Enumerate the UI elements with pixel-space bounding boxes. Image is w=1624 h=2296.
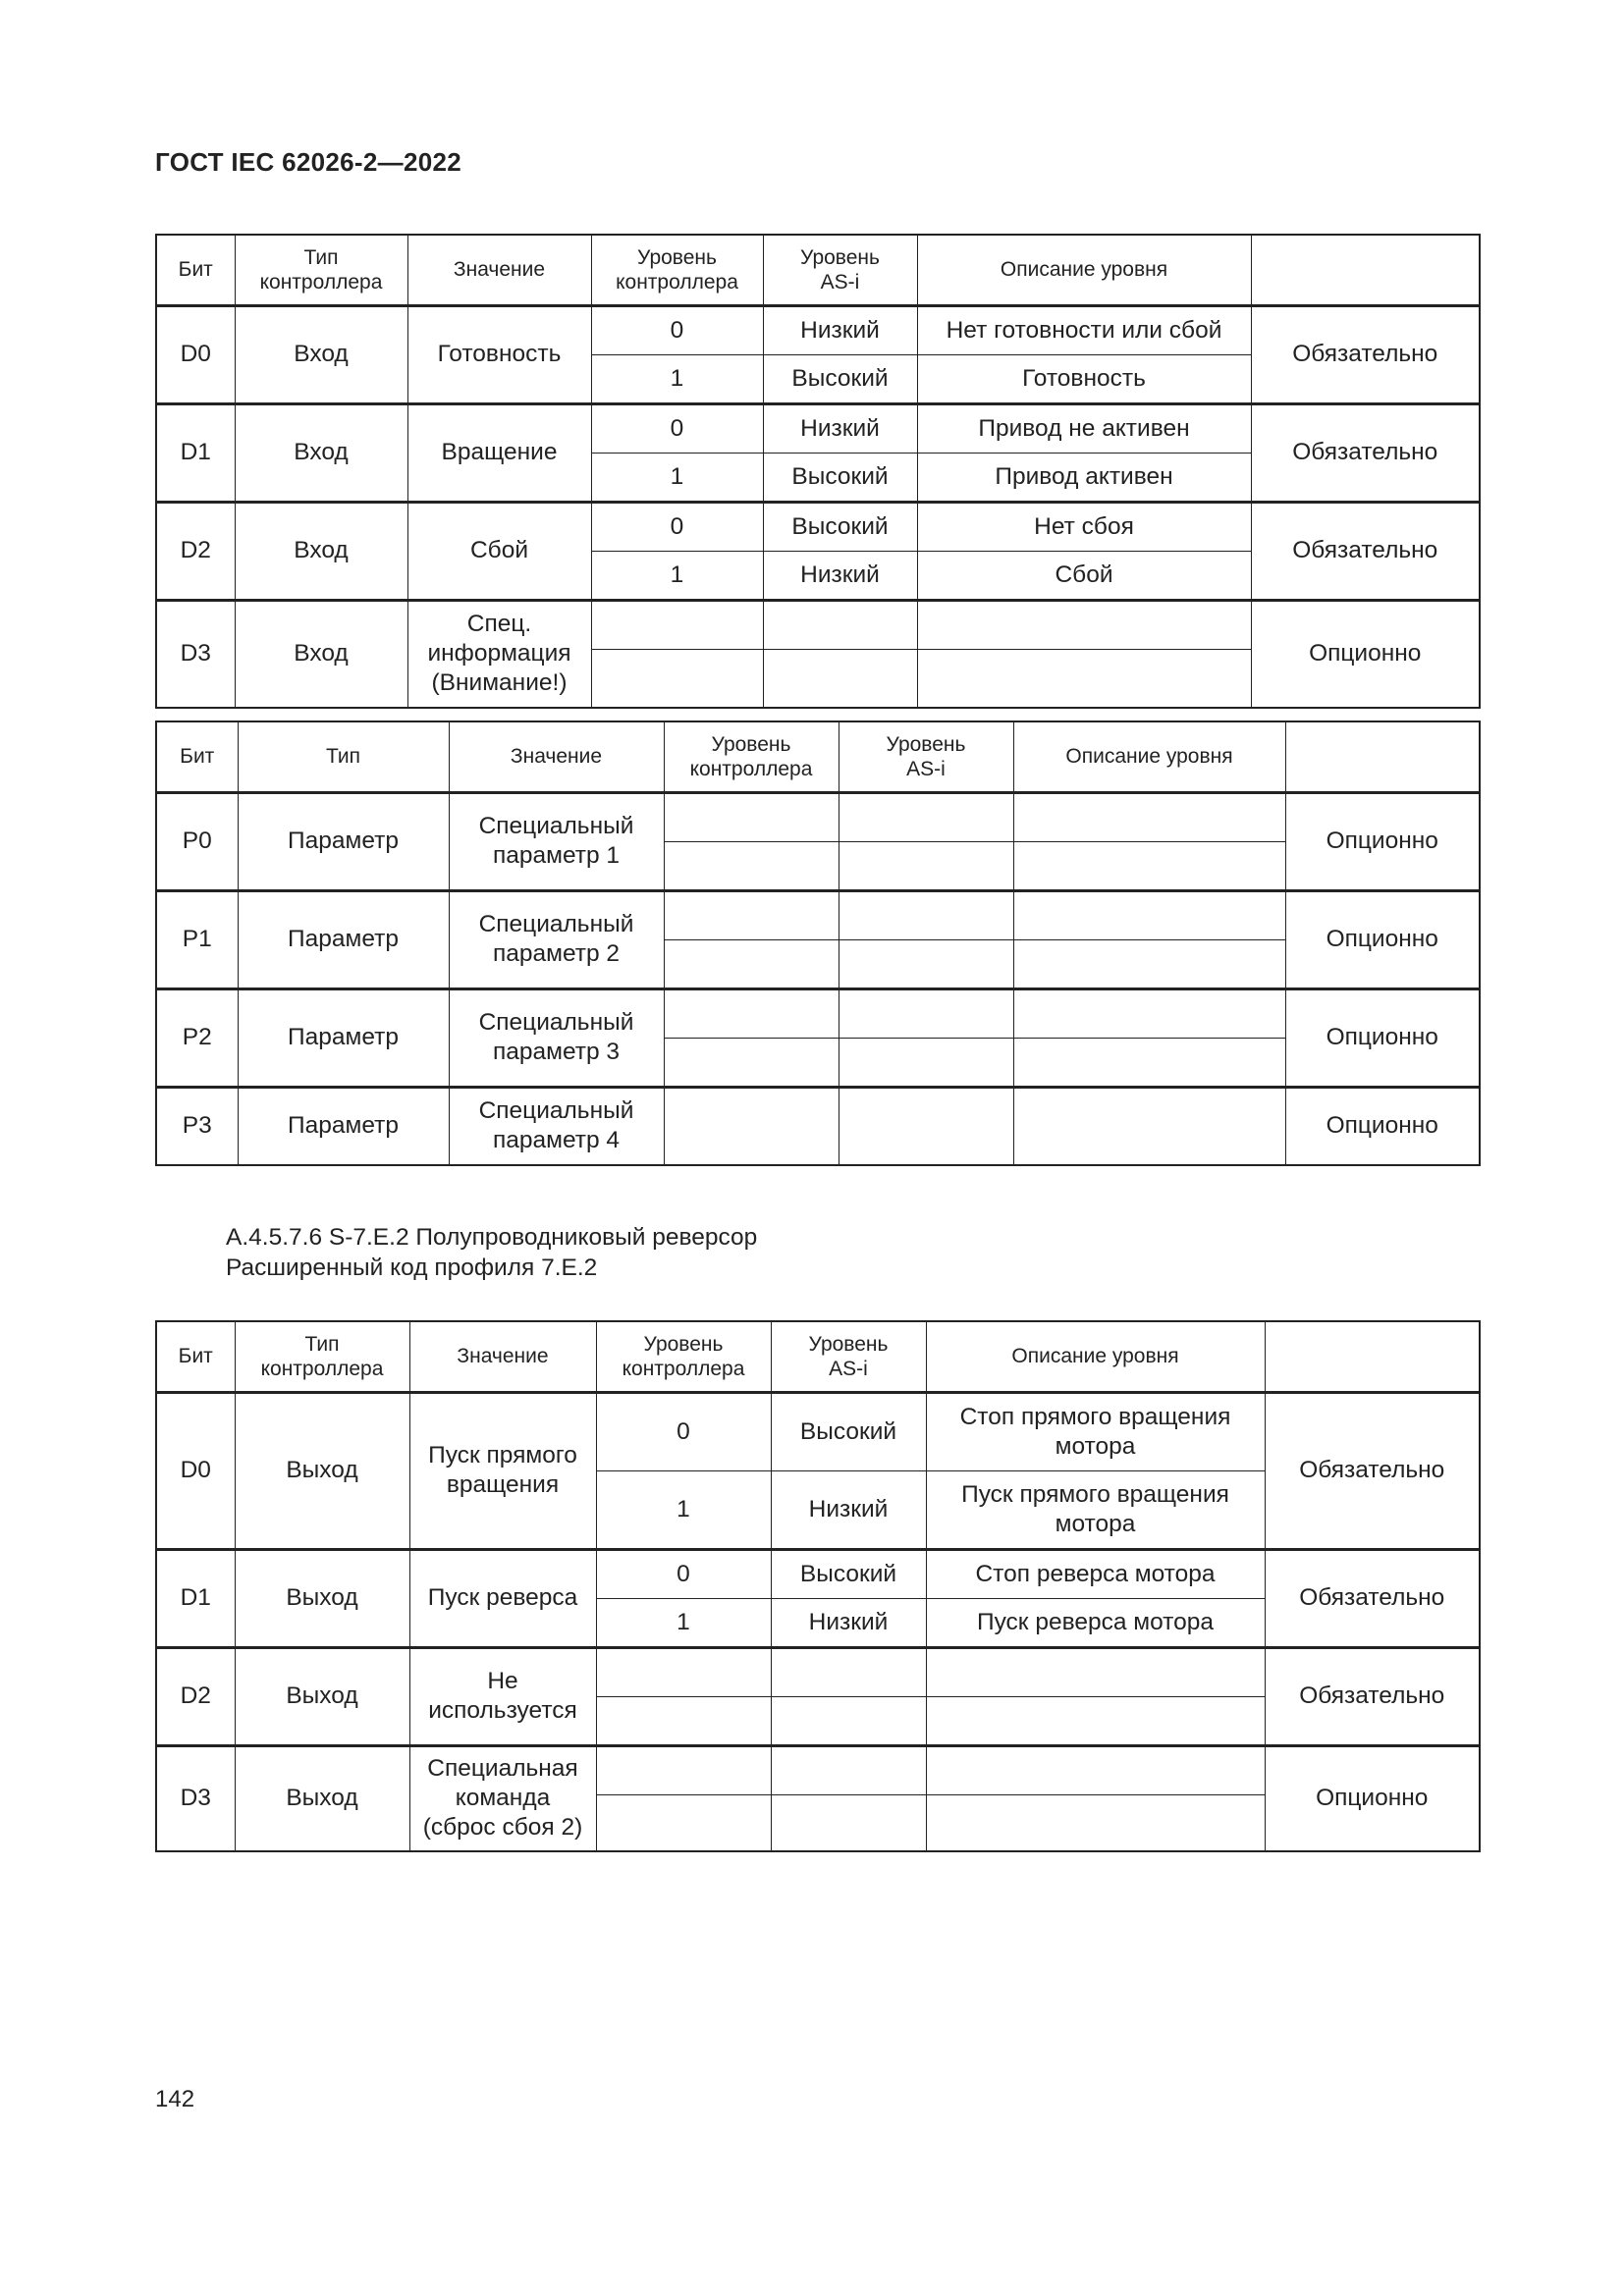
cell-type: Параметр <box>238 1087 449 1165</box>
cell-controller-level <box>664 939 839 988</box>
cell-controller-level: 0 <box>591 305 763 354</box>
cell-type: Выход <box>235 1392 409 1549</box>
header-level-description: Описание уровня <box>917 235 1251 305</box>
cell-type: Выход <box>235 1745 409 1851</box>
profile-code: Расширенный код профиля 7.E.2 <box>226 1255 598 1281</box>
cell-asi-level: Низкий <box>771 1598 926 1647</box>
cell-bit: P3 <box>156 1087 238 1165</box>
cell-asi-level: Низкий <box>763 403 917 453</box>
cell-meaning: Пуск прямого вращения <box>409 1392 596 1549</box>
cell-bit: D2 <box>156 502 235 600</box>
cell-bit: D1 <box>156 403 235 502</box>
header-controller-level: Уровень контроллера <box>596 1321 771 1392</box>
cell-asi-level <box>839 792 1013 841</box>
header-level-description: Описание уровня <box>1013 721 1285 792</box>
cell-meaning: Спец. информация (Внимание!) <box>407 600 591 708</box>
page-number: 142 <box>155 2086 195 2112</box>
cell-asi-level <box>763 649 917 708</box>
cell-status: Обязательно <box>1265 1392 1480 1549</box>
cell-level-description <box>917 600 1251 649</box>
header-controller-level: Уровень контроллера <box>664 721 839 792</box>
cell-meaning: Специальный параметр 3 <box>449 988 664 1087</box>
cell-type: Вход <box>235 502 407 600</box>
cell-bit: D2 <box>156 1647 235 1745</box>
cell-status: Опционно <box>1285 792 1480 890</box>
header-bit: Бит <box>156 235 235 305</box>
cell-type: Вход <box>235 403 407 502</box>
table-reverser-bits <box>155 1320 1481 1852</box>
cell-controller-level: 1 <box>596 1470 771 1549</box>
cell-type: Параметр <box>238 988 449 1087</box>
cell-controller-level <box>591 649 763 708</box>
cell-controller-level: 1 <box>591 551 763 600</box>
header-status <box>1251 235 1480 305</box>
header-bit: Бит <box>156 1321 235 1392</box>
cell-asi-level <box>771 1794 926 1851</box>
cell-controller-level <box>664 1087 839 1165</box>
cell-level-description <box>926 1647 1265 1696</box>
cell-asi-level: Низкий <box>763 551 917 600</box>
cell-bit: P1 <box>156 890 238 988</box>
cell-meaning: Готовность <box>407 305 591 403</box>
header-type: Тип <box>238 721 449 792</box>
table-row <box>156 403 1480 453</box>
cell-controller-level <box>664 1038 839 1087</box>
cell-status: Обязательно <box>1265 1549 1480 1647</box>
header-status <box>1265 1321 1480 1392</box>
cell-bit: D3 <box>156 1745 235 1851</box>
cell-controller-level: 0 <box>596 1392 771 1470</box>
table-row <box>156 890 1480 939</box>
header-asi-level: Уровень AS-i <box>771 1321 926 1392</box>
cell-controller-level: 0 <box>596 1549 771 1598</box>
cell-asi-level: Высокий <box>771 1549 926 1598</box>
cell-controller-level <box>596 1745 771 1794</box>
cell-controller-level <box>664 988 839 1038</box>
cell-asi-level <box>771 1647 926 1696</box>
cell-status: Опционно <box>1285 988 1480 1087</box>
document-title: ГОСТ IEC 62026-2—2022 <box>155 147 461 177</box>
cell-level-description <box>1013 1038 1285 1087</box>
cell-asi-level <box>839 1038 1013 1087</box>
header-meaning: Значение <box>407 235 591 305</box>
cell-asi-level <box>839 939 1013 988</box>
cell-level-description <box>1013 792 1285 841</box>
cell-status: Обязательно <box>1265 1647 1480 1745</box>
cell-level-description <box>1013 939 1285 988</box>
cell-type: Вход <box>235 305 407 403</box>
cell-controller-level: 1 <box>596 1598 771 1647</box>
header-bit: Бит <box>156 721 238 792</box>
header-asi-level: Уровень AS-i <box>839 721 1013 792</box>
cell-status: Обязательно <box>1251 403 1480 502</box>
header-status <box>1285 721 1480 792</box>
cell-controller-level: 0 <box>591 403 763 453</box>
cell-meaning: Специальный параметр 1 <box>449 792 664 890</box>
cell-meaning: Специальная команда (сброс сбоя 2) <box>409 1745 596 1851</box>
cell-asi-level: Высокий <box>763 502 917 551</box>
cell-level-description <box>1013 841 1285 890</box>
cell-meaning: Специальный параметр 4 <box>449 1087 664 1165</box>
table-row <box>156 1745 1480 1794</box>
cell-controller-level <box>596 1794 771 1851</box>
cell-meaning: Вращение <box>407 403 591 502</box>
table-row <box>156 1087 1480 1165</box>
cell-asi-level <box>839 1087 1013 1165</box>
cell-level-description <box>1013 988 1285 1038</box>
cell-meaning: Специальный параметр 2 <box>449 890 664 988</box>
cell-level-description <box>1013 890 1285 939</box>
cell-asi-level <box>763 600 917 649</box>
cell-level-description: Нет готовности или сбой <box>917 305 1251 354</box>
header-type: Тип контроллера <box>235 235 407 305</box>
header-type: Тип контроллера <box>235 1321 409 1392</box>
cell-status: Опционно <box>1285 890 1480 988</box>
cell-level-description: Стоп реверса мотора <box>926 1549 1265 1598</box>
cell-meaning: Сбой <box>407 502 591 600</box>
cell-level-description: Нет сбоя <box>917 502 1251 551</box>
cell-meaning: Пуск реверса <box>409 1549 596 1647</box>
cell-status: Опционно <box>1251 600 1480 708</box>
section-heading <box>226 1222 757 1283</box>
cell-asi-level <box>771 1745 926 1794</box>
cell-level-description <box>917 649 1251 708</box>
table-row <box>156 600 1480 649</box>
cell-controller-level <box>664 841 839 890</box>
cell-type: Параметр <box>238 792 449 890</box>
cell-asi-level <box>839 841 1013 890</box>
cell-controller-level: 1 <box>591 453 763 502</box>
table-status-bits <box>155 234 1481 709</box>
header-controller-level: Уровень контроллера <box>591 235 763 305</box>
cell-bit: D3 <box>156 600 235 708</box>
cell-type: Параметр <box>238 890 449 988</box>
cell-asi-level: Высокий <box>763 453 917 502</box>
header-level-description: Описание уровня <box>926 1321 1265 1392</box>
table-row <box>156 792 1480 841</box>
cell-controller-level: 1 <box>591 354 763 403</box>
table-row <box>156 1392 1480 1470</box>
cell-bit: P2 <box>156 988 238 1087</box>
cell-bit: D0 <box>156 305 235 403</box>
cell-asi-level: Низкий <box>763 305 917 354</box>
cell-controller-level <box>664 890 839 939</box>
cell-controller-level <box>596 1647 771 1696</box>
cell-status: Обязательно <box>1251 305 1480 403</box>
cell-level-description: Пуск прямого вращения мотора <box>926 1470 1265 1549</box>
cell-asi-level <box>771 1696 926 1745</box>
cell-status: Опционно <box>1265 1745 1480 1851</box>
table-parameter-bits <box>155 721 1481 1166</box>
cell-asi-level: Высокий <box>771 1392 926 1470</box>
cell-level-description: Пуск реверса мотора <box>926 1598 1265 1647</box>
cell-asi-level <box>839 890 1013 939</box>
cell-asi-level <box>839 988 1013 1038</box>
cell-level-description: Стоп прямого вращения мотора <box>926 1392 1265 1470</box>
cell-controller-level <box>664 792 839 841</box>
header-asi-level: Уровень AS-i <box>763 235 917 305</box>
cell-level-description <box>926 1745 1265 1794</box>
cell-controller-level <box>596 1696 771 1745</box>
cell-type: Выход <box>235 1549 409 1647</box>
table-row <box>156 1549 1480 1598</box>
table-row <box>156 1647 1480 1696</box>
table-row <box>156 502 1480 551</box>
cell-controller-level <box>591 600 763 649</box>
cell-asi-level: Высокий <box>763 354 917 403</box>
cell-level-description: Готовность <box>917 354 1251 403</box>
cell-level-description: Сбой <box>917 551 1251 600</box>
cell-bit: D0 <box>156 1392 235 1549</box>
cell-bit: P0 <box>156 792 238 890</box>
cell-level-description <box>926 1794 1265 1851</box>
section-title: А.4.5.7.6 S-7.E.2 Полупроводниковый реверсор <box>226 1224 758 1251</box>
cell-level-description: Привод активен <box>917 453 1251 502</box>
cell-status: Опционно <box>1285 1087 1480 1165</box>
cell-status: Обязательно <box>1251 502 1480 600</box>
cell-level-description: Привод не активен <box>917 403 1251 453</box>
header-meaning: Значение <box>409 1321 596 1392</box>
cell-type: Выход <box>235 1647 409 1745</box>
cell-asi-level: Низкий <box>771 1470 926 1549</box>
cell-level-description <box>926 1696 1265 1745</box>
cell-type: Вход <box>235 600 407 708</box>
table-row <box>156 305 1480 354</box>
cell-bit: D1 <box>156 1549 235 1647</box>
header-meaning: Значение <box>449 721 664 792</box>
cell-level-description <box>1013 1087 1285 1165</box>
cell-meaning: Не используется <box>409 1647 596 1745</box>
cell-controller-level: 0 <box>591 502 763 551</box>
table-row <box>156 988 1480 1038</box>
